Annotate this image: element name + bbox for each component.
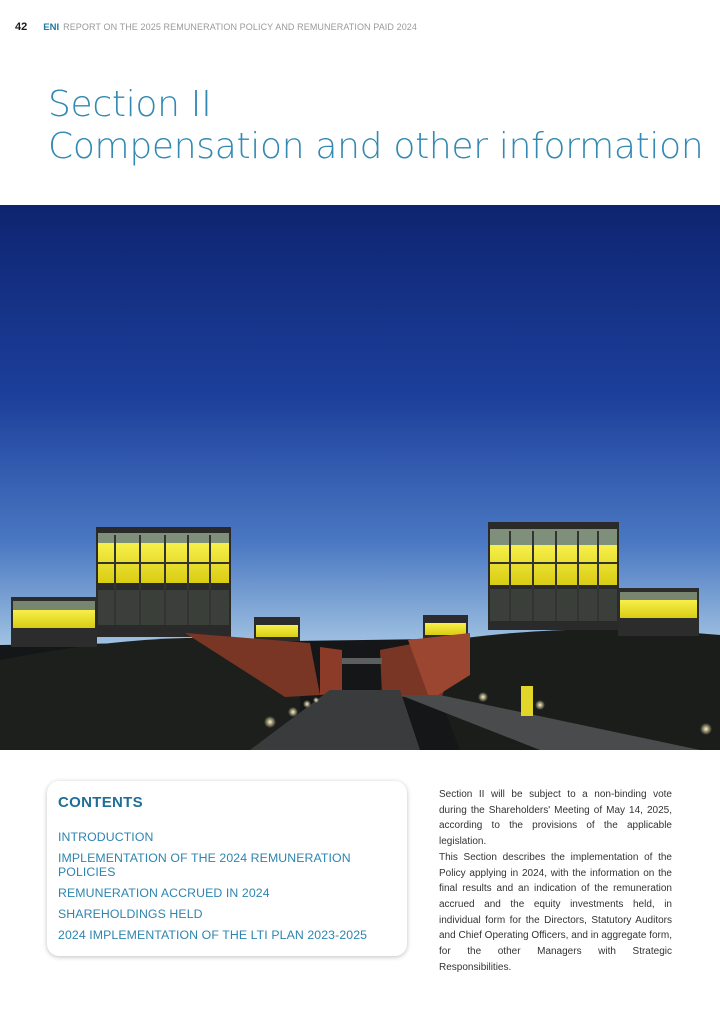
intro-paragraph-1: Section II will be subject to a non-binding vote during the Shareholders' Meeting of May 14, 2025, according to the provisions of the applicable legislation.: [439, 789, 672, 848]
brand-name: ENI: [43, 21, 60, 33]
page-number: 42: [15, 21, 28, 33]
contents-title: CONTENTS: [58, 794, 143, 811]
contents-item-introduction[interactable]: INTRODUCTION: [58, 830, 154, 844]
section-title-line-2: Compensation and other information: [48, 126, 704, 167]
right-building-large: [488, 522, 619, 630]
sign-post: [521, 686, 533, 716]
intro-text: [439, 787, 672, 975]
intro-paragraph-2: This Section describes the implementation of the Policy applying in 2024, with the information on the final results and an indication of the remuneration accrued and the equity investments held, in individual form for the Directors, Statutory Auditors and Chief Operating Officers, and in aggregate form, for the other Managers with Strategic Responsibilities.: [439, 851, 672, 973]
contents-list: [58, 830, 397, 942]
section-title-line-1: Section II: [48, 84, 212, 125]
right-building-small: [618, 588, 699, 636]
left-building-large: [96, 527, 231, 637]
running-title: REPORT ON THE 2025 REMUNERATION POLICY AND REMUNERATION PAID 2024: [63, 22, 418, 32]
hero-photo-illustration: [0, 205, 720, 750]
contents-item-lti-plan[interactable]: 2024 IMPLEMENTATION OF THE LTI PLAN 2023-2025: [58, 928, 368, 942]
center-left-building: [254, 617, 300, 641]
left-building-small: [11, 597, 97, 647]
contents-item-implementation-policies[interactable]: IMPLEMENTATION OF THE 2024 REMUNERATION POLICIES: [58, 851, 351, 879]
contents-item-shareholdings-held[interactable]: SHAREHOLDINGS HELD: [58, 907, 203, 921]
contents-item-remuneration-accrued[interactable]: REMUNERATION ACCRUED IN 2024: [58, 886, 270, 900]
bridge: [342, 658, 382, 664]
page-header: [15, 19, 417, 35]
contents-box: [47, 781, 407, 956]
section-title: [48, 84, 703, 168]
hero-image: [0, 205, 720, 750]
